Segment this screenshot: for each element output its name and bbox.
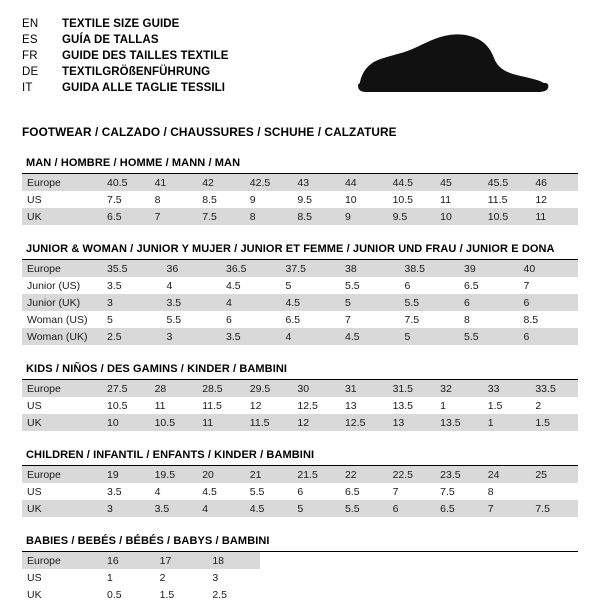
cell: 4 xyxy=(150,483,198,500)
cell: 13.5 xyxy=(435,414,483,431)
cell: 30 xyxy=(292,380,340,397)
row-label: Europe xyxy=(22,260,102,277)
cell: 8 xyxy=(150,191,198,208)
table-row xyxy=(22,208,578,225)
cell: 5 xyxy=(281,277,341,294)
cell: 20 xyxy=(197,466,245,483)
cell: 23.5 xyxy=(435,466,483,483)
cell: 2 xyxy=(530,397,578,414)
cell: 1 xyxy=(102,569,155,586)
row-label: US xyxy=(22,397,102,414)
cell: 6 xyxy=(519,328,579,345)
cell: 38 xyxy=(340,260,400,277)
cell: 12 xyxy=(292,414,340,431)
cell: 25 xyxy=(530,466,578,483)
table-row xyxy=(22,294,578,311)
section-man xyxy=(22,157,578,225)
cell: 40 xyxy=(519,260,579,277)
table-row xyxy=(22,586,260,603)
size-table-junior-woman xyxy=(22,260,578,345)
cell: 9.5 xyxy=(388,208,436,225)
cell: 6 xyxy=(292,483,340,500)
cell: 6 xyxy=(221,311,281,328)
cell: 21 xyxy=(245,466,293,483)
language-title-list xyxy=(22,16,229,96)
cell: 33.5 xyxy=(530,380,578,397)
cell: 10.5 xyxy=(150,414,198,431)
cell: 11.5 xyxy=(483,191,531,208)
cell: 4.5 xyxy=(245,500,293,517)
cell: 8.5 xyxy=(197,191,245,208)
cell: 13.5 xyxy=(388,397,436,414)
cell: 39 xyxy=(459,260,519,277)
table-row xyxy=(22,500,578,517)
cell: 6 xyxy=(400,277,460,294)
cell: 7 xyxy=(519,277,579,294)
cell: 4 xyxy=(197,500,245,517)
cell: 5.5 xyxy=(400,294,460,311)
cell: 6 xyxy=(519,294,579,311)
cell: 44.5 xyxy=(388,174,436,191)
cell: 13 xyxy=(340,397,388,414)
cell: 9.5 xyxy=(292,191,340,208)
cell: 3.5 xyxy=(162,294,222,311)
cell: 31.5 xyxy=(388,380,436,397)
cell: 4 xyxy=(281,328,341,345)
cell: 4.5 xyxy=(281,294,341,311)
row-label: Woman (US) xyxy=(22,311,102,328)
table-row xyxy=(22,174,578,191)
cell: 10.5 xyxy=(483,208,531,225)
cell: 4.5 xyxy=(221,277,281,294)
cell: 4 xyxy=(221,294,281,311)
cell: 4.5 xyxy=(340,328,400,345)
cell: 11 xyxy=(197,414,245,431)
cell: 1.5 xyxy=(155,586,208,603)
cell: 5.5 xyxy=(162,311,222,328)
row-label: US xyxy=(22,569,102,586)
cell: 8.5 xyxy=(292,208,340,225)
cell: 46 xyxy=(530,174,578,191)
table-row xyxy=(22,552,260,569)
cell: 24 xyxy=(483,466,531,483)
table-row xyxy=(22,277,578,294)
cell: 36.5 xyxy=(221,260,281,277)
cell: 7.5 xyxy=(530,500,578,517)
cell: 1.5 xyxy=(483,397,531,414)
row-label: UK xyxy=(22,208,102,225)
cell: 7.5 xyxy=(197,208,245,225)
cell: 36 xyxy=(162,260,222,277)
row-label: UK xyxy=(22,586,102,603)
cell: 7 xyxy=(340,311,400,328)
cell: 45 xyxy=(435,174,483,191)
cell: 31 xyxy=(340,380,388,397)
size-table-man xyxy=(22,174,578,225)
cell: 22.5 xyxy=(388,466,436,483)
cell: 12 xyxy=(530,191,578,208)
cell: 41 xyxy=(150,174,198,191)
table-row xyxy=(22,328,578,345)
cell: 45.5 xyxy=(483,174,531,191)
cell: 2.5 xyxy=(102,328,162,345)
cell: 1.5 xyxy=(530,414,578,431)
cell: 6.5 xyxy=(435,500,483,517)
table-row xyxy=(22,191,578,208)
cell: 8 xyxy=(245,208,293,225)
size-table-kids xyxy=(22,380,578,431)
language-row xyxy=(22,32,229,48)
cell: 37.5 xyxy=(281,260,341,277)
cell: 11 xyxy=(150,397,198,414)
cell: 11 xyxy=(435,191,483,208)
language-row xyxy=(22,80,229,96)
cell: 3.5 xyxy=(150,500,198,517)
language-row xyxy=(22,64,229,80)
section-kids xyxy=(22,363,578,431)
cell: 6 xyxy=(388,500,436,517)
cell: 3 xyxy=(102,294,162,311)
cell: 44 xyxy=(340,174,388,191)
cell: 12.5 xyxy=(292,397,340,414)
dress-shoe-illustration-icon xyxy=(352,30,552,102)
cell: 11 xyxy=(530,208,578,225)
cell: 10 xyxy=(102,414,150,431)
row-label: Europe xyxy=(22,380,102,397)
cell: 12.5 xyxy=(340,414,388,431)
cell: 8.5 xyxy=(519,311,579,328)
section-junior-woman xyxy=(22,243,578,345)
cell: 6.5 xyxy=(459,277,519,294)
table-row xyxy=(22,380,578,397)
cell: 29.5 xyxy=(245,380,293,397)
cell: 21.5 xyxy=(292,466,340,483)
row-label: Junior (UK) xyxy=(22,294,102,311)
cell: 5 xyxy=(400,328,460,345)
row-label: Junior (US) xyxy=(22,277,102,294)
table-row xyxy=(22,397,578,414)
cell: 42.5 xyxy=(245,174,293,191)
table-row xyxy=(22,569,260,586)
row-label: Europe xyxy=(22,466,102,483)
cell: 38.5 xyxy=(400,260,460,277)
cell: 9 xyxy=(340,208,388,225)
cell: 16 xyxy=(102,552,155,569)
cell: 7 xyxy=(483,500,531,517)
language-row xyxy=(22,16,229,32)
cell: 11.5 xyxy=(245,414,293,431)
cell: 1 xyxy=(435,397,483,414)
cell: 7 xyxy=(388,483,436,500)
cell: 27.5 xyxy=(102,380,150,397)
row-label: Europe xyxy=(22,174,102,191)
cell: 10.5 xyxy=(102,397,150,414)
cell: 4.5 xyxy=(197,483,245,500)
cell: 3 xyxy=(102,500,150,517)
cell xyxy=(530,483,578,500)
cell: 2 xyxy=(155,569,208,586)
section-title: KIDS / NIÑOS / DES GAMINS / KINDER / BAMBINI xyxy=(22,363,578,380)
language-code: DE xyxy=(22,66,39,78)
row-label: US xyxy=(22,191,102,208)
cell: 3.5 xyxy=(102,483,150,500)
language-code: IT xyxy=(22,82,33,94)
cell: 40.5 xyxy=(102,174,150,191)
section-title: JUNIOR & WOMAN / JUNIOR Y MUJER / JUNIOR ET FEMME / JUNIOR UND FRAU / JUNIOR E DONA xyxy=(22,243,578,260)
cell: 10.5 xyxy=(388,191,436,208)
cell: 6 xyxy=(459,294,519,311)
cell: 5.5 xyxy=(245,483,293,500)
cell: 13 xyxy=(388,414,436,431)
cell: 11.5 xyxy=(197,397,245,414)
table-row xyxy=(22,260,578,277)
size-table-babies xyxy=(22,552,260,603)
cell: 28.5 xyxy=(197,380,245,397)
cell: 32 xyxy=(435,380,483,397)
cell: 8 xyxy=(459,311,519,328)
cell: 22 xyxy=(340,466,388,483)
cell: 0.5 xyxy=(102,586,155,603)
cell: 7.5 xyxy=(102,191,150,208)
cell: 4 xyxy=(162,277,222,294)
section-babies xyxy=(22,535,578,603)
cell: 5.5 xyxy=(340,277,400,294)
cell: 18 xyxy=(207,552,260,569)
cell: 17 xyxy=(155,552,208,569)
cell: 1 xyxy=(483,414,531,431)
language-code: FR xyxy=(22,50,38,62)
cell: 3.5 xyxy=(221,328,281,345)
language-row xyxy=(22,48,229,64)
cell: 19 xyxy=(102,466,150,483)
row-label: US xyxy=(22,483,102,500)
language-title: GUIDA ALLE TAGLIE TESSILI xyxy=(62,82,226,94)
cell: 5.5 xyxy=(340,500,388,517)
cell: 9 xyxy=(245,191,293,208)
cell: 5 xyxy=(292,500,340,517)
cell: 35.5 xyxy=(102,260,162,277)
table-row xyxy=(22,311,578,328)
row-label: UK xyxy=(22,500,102,517)
cell: 43 xyxy=(292,174,340,191)
language-title: GUÍA DE TALLAS xyxy=(62,34,159,46)
cell: 33 xyxy=(483,380,531,397)
language-code: EN xyxy=(22,18,39,30)
cell: 12 xyxy=(245,397,293,414)
cell: 5.5 xyxy=(459,328,519,345)
table-row xyxy=(22,483,578,500)
section-title: BABIES / BEBÉS / BÉBÉS / BABYS / BAMBINI xyxy=(22,535,578,552)
cell: 5 xyxy=(340,294,400,311)
language-title: GUIDE DES TAILLES TEXTILE xyxy=(62,50,229,62)
row-label: Europe xyxy=(22,552,102,569)
cell: 42 xyxy=(197,174,245,191)
cell: 7.5 xyxy=(400,311,460,328)
language-title: TEXTILGRÖßENFÜHRUNG xyxy=(62,66,211,78)
cell: 7 xyxy=(150,208,198,225)
category-line: FOOTWEAR / CALZADO / CHAUSSURES / SCHUHE / CALZATURE xyxy=(22,125,397,139)
cell: 5 xyxy=(102,311,162,328)
table-row xyxy=(22,414,578,431)
section-title: CHILDREN / INFANTIL / ENFANTS / KINDER / BAMBINI xyxy=(22,449,578,466)
cell: 3.5 xyxy=(102,277,162,294)
section-children xyxy=(22,449,578,517)
cell: 3 xyxy=(207,569,260,586)
section-title: MAN / HOMBRE / HOMME / MANN / MAN xyxy=(22,157,578,174)
table-row xyxy=(22,466,578,483)
cell: 2.5 xyxy=(207,586,260,603)
language-title: TEXTILE SIZE GUIDE xyxy=(62,18,180,30)
cell: 6.5 xyxy=(102,208,150,225)
cell: 3 xyxy=(162,328,222,345)
cell: 19.5 xyxy=(150,466,198,483)
cell: 10 xyxy=(435,208,483,225)
cell: 6.5 xyxy=(340,483,388,500)
row-label: UK xyxy=(22,414,102,431)
cell: 8 xyxy=(483,483,531,500)
page-header xyxy=(22,16,578,111)
language-code: ES xyxy=(22,34,38,46)
size-table-children xyxy=(22,466,578,517)
cell: 7.5 xyxy=(435,483,483,500)
cell: 28 xyxy=(150,380,198,397)
cell: 6.5 xyxy=(281,311,341,328)
cell: 10 xyxy=(340,191,388,208)
row-label: Woman (UK) xyxy=(22,328,102,345)
